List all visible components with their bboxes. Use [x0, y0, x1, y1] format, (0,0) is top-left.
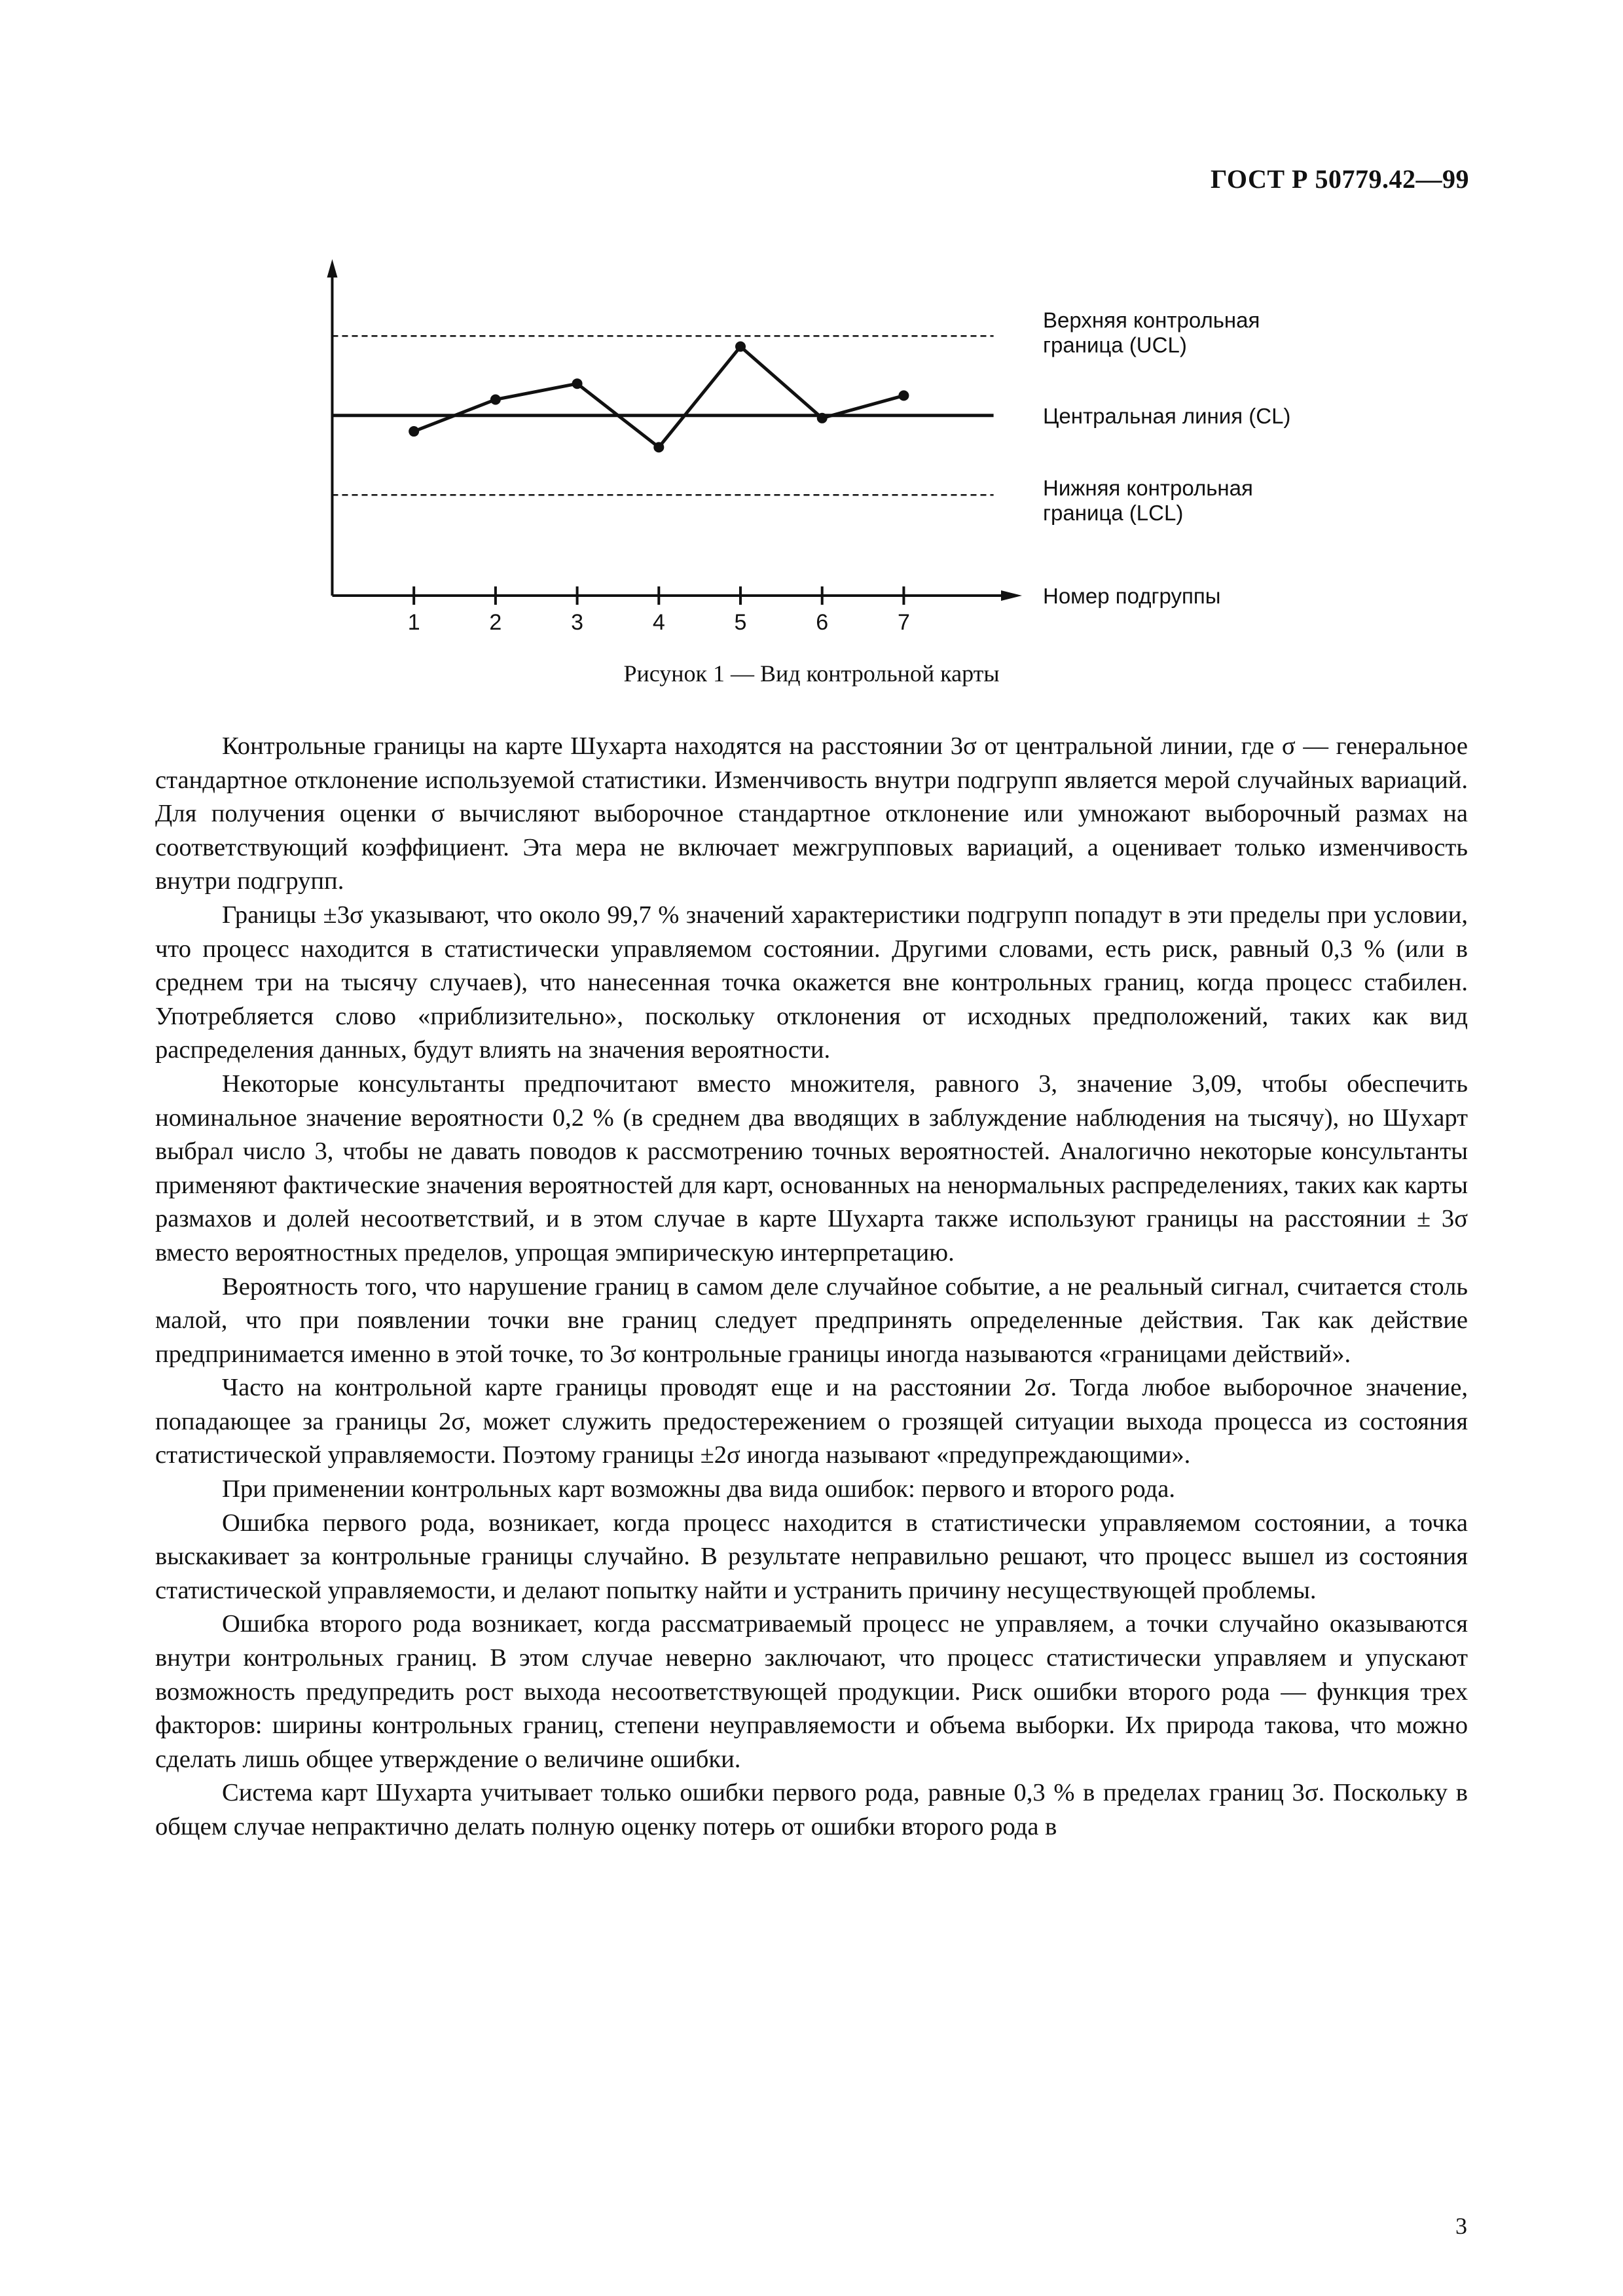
x-tick-label: 5 [734, 610, 747, 635]
y-axis-arrow [327, 259, 337, 278]
control-chart [295, 236, 1375, 668]
data-point [490, 394, 501, 404]
paragraph: Вероятность того, что нарушение границ в самом деле случайное событие, а не реальный сигнал, считается столь малой, что при появлении точки вне границ следует предпринять определенные действия. Так как действие предпринимается именно в этой точке, то 3σ контрольные границы иногда называются «границами действий». [155, 1272, 1468, 1368]
paragraph: Система карт Шухарта учитывает только ошибки первого рода, равные 0,3 % в пределах границ 3σ. Поскольку в общем случае непрактично делать полную оценку потерь от ошибки второго рода в [155, 1779, 1468, 1840]
x-tick-label: 3 [571, 610, 584, 635]
data-point [653, 442, 664, 452]
paragraph: Некоторые консультанты предпочитают вместо множителя, равного 3, значение 3,09, чтобы обеспечить номинальное значение вероятности 0,2 % (в среднем два вводящих в заблуждение наблюдения на тысячу), но Шухарт выбрал число 3, чтобы не давать поводов к рассмотрению точных вероятностей. Аналогично некоторые консультанты применяют фактические значения вероятностей для карт, основанных на ненормальных распределениях, таких как карты размахов и долей несоответствий, и в этом случае в карте Шухарта также используют границы на расстоянии ± 3σ вместо вероятностных пределов, упрощая эмпирическую интерпретацию. [155, 1069, 1468, 1266]
lcl-label: Нижняя контрольная [1043, 476, 1253, 501]
paragraph: Контрольные границы на карте Шухарта находятся на расстоянии 3σ от центральной линии, где σ — генеральное стандартное отклонение используемой статистики. Изменчивость внутри подгрупп является мерой случайных вариаций. Для получения оценки σ вычисляют выборочное стандартное отклонение или умножают выборочный размах на соответствующий коэффициент. Эта мера не включает межгрупповых вариаций, а оценивает только изменчивость внутри подгрупп. [155, 732, 1468, 895]
lcl-label: граница (LCL) [1043, 501, 1184, 526]
paragraph: Часто на контрольной карте границы проводят еще и на расстоянии 2σ. Тогда любое выборочное значение, попадающее за границы 2σ, может служить предостережением о грозящей ситуации выхода процесса из состояния статистической управляемости. Поэтому границы ±2σ иногда называют «предупреждающими». [155, 1374, 1468, 1469]
figure-caption: Рисунок 1 — Вид контрольной карты [623, 660, 1000, 687]
ucl-label: граница (UCL) [1043, 332, 1187, 357]
control-chart-figure [295, 236, 1375, 668]
ucl-label: Верхняя контрольная [1043, 308, 1260, 332]
data-point [898, 390, 909, 401]
page-number: 3 [1455, 2213, 1467, 2239]
paragraph: Ошибка первого рода, возникает, когда процесс находится в статистически управляемом состоянии, а точка выскакивает за контрольные границы случайно. В результате неправильно решают, что процесс вышел из состояния статистической управляемости, и делают попытку найти и устранить причину несуществующей проблемы. [155, 1509, 1468, 1604]
x-tick-label: 1 [407, 610, 420, 635]
data-point [735, 342, 746, 352]
cl-label: Центральная линия (CL) [1043, 403, 1291, 428]
x-axis-label: Номер подгруппы [1043, 584, 1221, 608]
data-point [409, 426, 419, 437]
data-point [817, 413, 828, 423]
paragraph: При применении контрольных карт возможны два вида ошибок: первого и второго рода. [222, 1475, 1176, 1503]
x-tick-label: 4 [652, 610, 665, 635]
data-line [414, 347, 903, 448]
data-point [572, 378, 583, 389]
x-tick-label: 2 [489, 610, 502, 635]
x-tick-label: 7 [897, 610, 910, 635]
x-axis-arrow [1001, 590, 1022, 601]
x-tick-label: 6 [816, 610, 829, 635]
paragraph: Границы ±3σ указывают, что около 99,7 % значений характеристики подгрупп попадут в эти пределы при условии, что процесс находится в статистически управляемом состоянии. Другими словами, есть риск, равный 0,3 % (или в среднем три на тысячу случаев), что нанесенная точка окажется вне контрольных границ, когда процесс стабилен. Употребляется слово «приблизительно», поскольку отклонения от исходных предположений, таких как вид распределения данных, будут влиять на значения вероятности. [155, 901, 1468, 1064]
document-id-header: ГОСТ Р 50779.42—99 [1210, 164, 1469, 194]
body-text [155, 730, 1468, 1844]
paragraph: Ошибка второго рода возникает, когда рассматриваемый процесс не управляем, а точки случайно оказываются внутри контрольных границ. В этом случае неверно заключают, что процесс статистически управляем и упускают возможность предупредить рост выхода несоответствующей продукции. Риск ошибки второго рода — функция трех факторов: ширины контрольных границ, степени неуправляемости и объема выборки. Их природа такова, что можно сделать лишь общее утверждение о величине ошибки. [155, 1610, 1468, 1773]
